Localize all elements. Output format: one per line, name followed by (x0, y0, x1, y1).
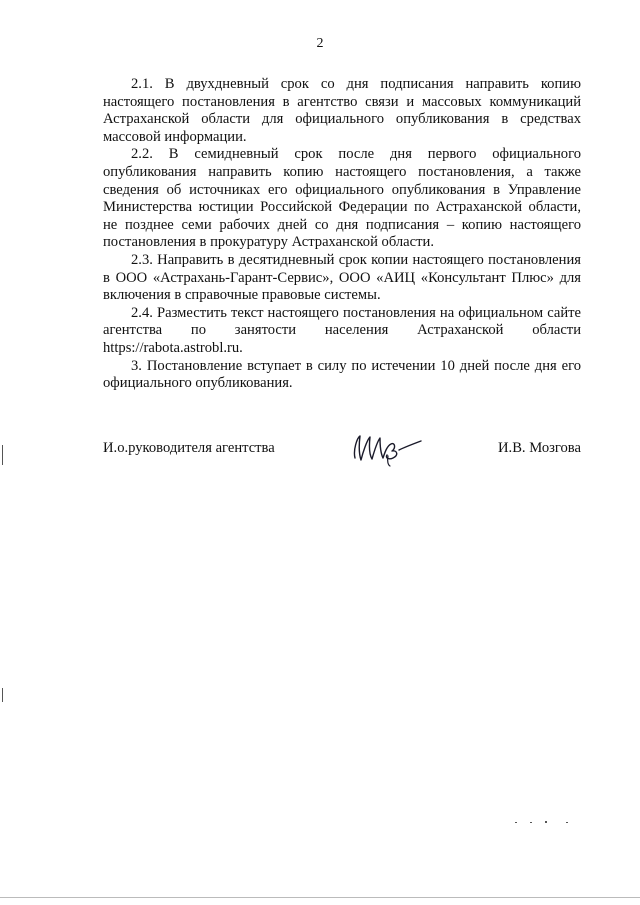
scan-artifact-left-2 (2, 688, 3, 702)
scan-artifact-dots-3 (545, 821, 547, 823)
paragraph-3: 3. Постановление вступает в силу по истечении 10 дней после дня его официального опубликования. (103, 357, 581, 392)
signer-position: И.о.руководителя агентства (103, 440, 275, 456)
signature-block (103, 436, 581, 476)
scan-artifact-dots-2 (530, 822, 532, 823)
paragraph-2-3: 2.3. Направить в десятидневный срок копии настоящего постановления в ООО «Астрахань-Гарант-Сервис», ООО «АИЦ «Консультант Плюс» для включения в справочные правовые системы. (103, 251, 581, 304)
document-body (103, 76, 581, 393)
paragraph-2-1: 2.1. В двухдневный срок со дня подписания направить копию настоящего постановления в агентство связи и массовых коммуникаций Астраханской области для официального опубликования в средствах массовой информации. (103, 76, 581, 145)
paragraph-2-2: 2.2. В семидневный срок после дня первого официального опубликования направить копию настоящего постановления, а также сведения об источниках его официального опубликования в Управление Министерства юстиции Российской Федерации по Астраханской области, не позднее семи рабочих дней со дня подписания – копию настоящего постановления в прокуратуру Астраханской области. (103, 146, 581, 251)
paragraph-2-4: 2.4. Разместить текст настоящего постановления на официальном сайте агентства по занятости населения Астраханской области https://rabota.astrobl.ru. (103, 304, 581, 356)
page-number: 2 (316, 36, 324, 51)
scan-artifact-dots (515, 822, 517, 823)
signer-name: И.В. Мозгова (498, 440, 581, 456)
scan-artifact-left (2, 445, 3, 465)
scan-artifact-dots-4 (566, 822, 568, 823)
handwritten-signature (347, 428, 427, 468)
scan-artifact-bottom (0, 897, 640, 898)
